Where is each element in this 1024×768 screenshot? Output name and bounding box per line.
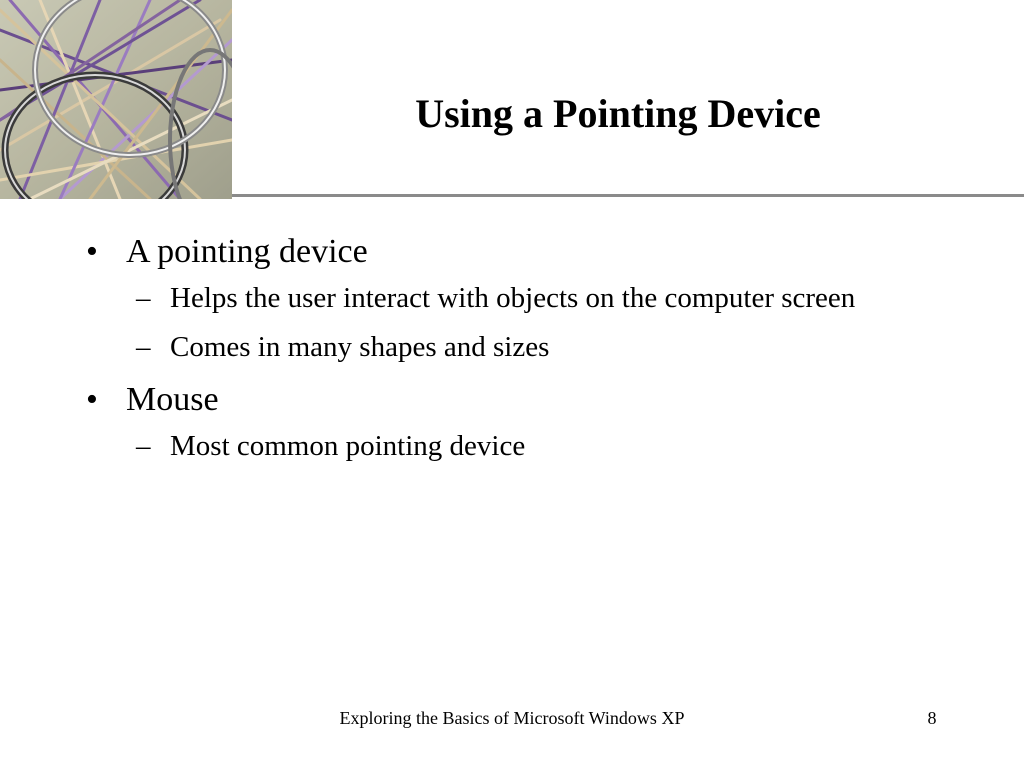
sub-list-mouse (136, 426, 906, 467)
title-divider (232, 194, 1024, 197)
slide-title: Using a Pointing Device (415, 91, 821, 136)
sub-bullet-most-common (136, 426, 906, 467)
bullet-mark: • (86, 233, 98, 270)
sub-bullet-mark: – (136, 430, 151, 462)
bullet-text: A pointing device (126, 233, 368, 270)
bullet-mark: • (86, 381, 98, 418)
page-number: 8 (927, 708, 937, 728)
sub-bullet-text: Helps the user interact with objects on the computer screen (170, 282, 856, 314)
sub-bullet-text: Comes in many shapes and sizes (170, 331, 550, 363)
bullet-pointing-device (86, 228, 906, 276)
slide-content (86, 228, 906, 475)
sub-bullet-shapes-sizes (136, 327, 906, 368)
sub-bullet-helps-user (136, 278, 906, 319)
footer-text: Exploring the Basics of Microsoft Windows XP (339, 708, 685, 728)
sub-bullet-mark: – (136, 331, 151, 363)
sub-list-pointing-device (136, 278, 906, 368)
sub-bullet-mark: – (136, 282, 151, 314)
bullet-text: Mouse (126, 381, 219, 418)
bullet-mouse (86, 376, 906, 424)
sub-bullet-text: Most common pointing device (170, 430, 526, 462)
decorative-wire-sculpture-image (0, 0, 232, 199)
